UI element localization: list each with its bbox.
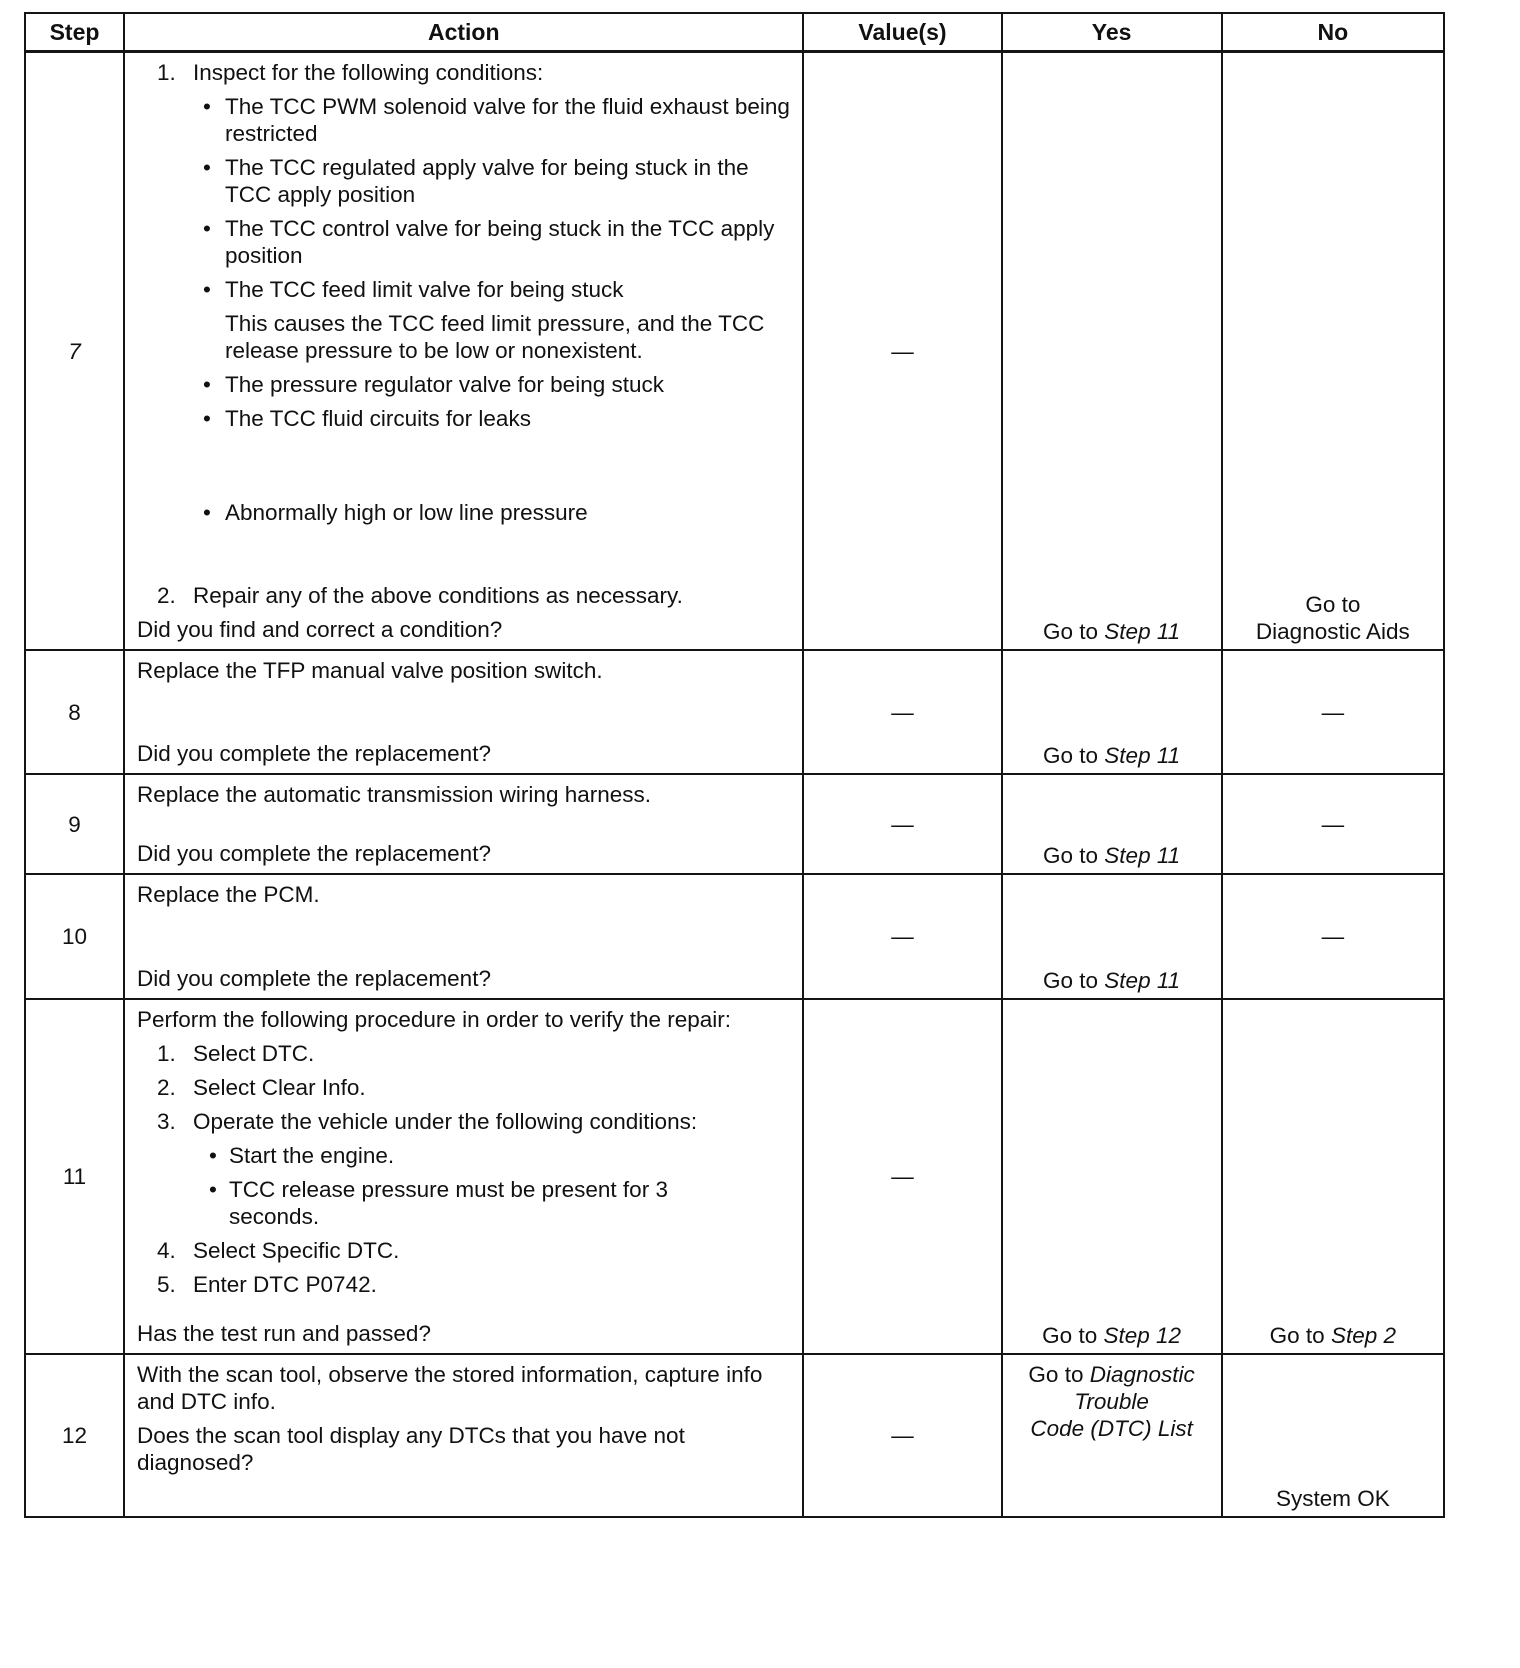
action-text: Replace the TFP manual valve position switch. xyxy=(137,658,603,683)
step-number: 8 xyxy=(25,650,124,774)
no-cell: — xyxy=(1222,650,1444,774)
header-yes: Yes xyxy=(1002,13,1222,52)
table-row-step-10 xyxy=(25,874,1444,999)
no-cell: — xyxy=(1222,774,1444,874)
list-item: 2. Select Clear Info. xyxy=(157,1075,366,1100)
diagnostic-aids-link[interactable]: Diagnostic Aids xyxy=(1255,619,1410,644)
action-cell xyxy=(124,774,803,874)
action-cell xyxy=(124,52,803,651)
yes-cell xyxy=(1002,650,1222,774)
yes-text: Go to Step 11 xyxy=(1043,743,1181,768)
bullet-item: • The pressure regulator valve for being stuck xyxy=(203,372,664,397)
no-cell: — xyxy=(1222,874,1444,999)
step-number: 11 xyxy=(25,999,124,1354)
header-no: No xyxy=(1222,13,1444,52)
no-cell xyxy=(1222,1354,1444,1517)
list-item: 5. Enter DTC P0742. xyxy=(157,1272,377,1297)
step-link[interactable]: Step 11 xyxy=(1104,743,1181,768)
question-text: Does the scan tool display any DTCs that you have not diagnosed? xyxy=(137,1423,685,1475)
action-text: Replace the automatic transmission wiring harness. xyxy=(137,782,651,807)
yes-text: Go to Step 12 xyxy=(1042,1323,1182,1348)
bullet-item: • TCC release pressure must be present for 3 seconds. xyxy=(209,1177,668,1229)
action-intro: Perform the following procedure in order to verify the repair: xyxy=(137,1007,732,1032)
dtc-list-link[interactable]: Code (DTC) List xyxy=(1030,1416,1193,1441)
step-number: 7 xyxy=(25,52,124,651)
header-row xyxy=(25,13,1444,52)
action-cell xyxy=(124,874,803,999)
value-cell: — xyxy=(803,999,1001,1354)
value-cell: — xyxy=(803,774,1001,874)
list-item: 1. Inspect for the following conditions: xyxy=(157,60,544,85)
step-link[interactable]: Step 12 xyxy=(1103,1323,1182,1348)
no-text: Go to Step 2 xyxy=(1269,1323,1397,1348)
step-number: 10 xyxy=(25,874,124,999)
yes-text: Go to Step 11 xyxy=(1043,968,1181,993)
yes-cell xyxy=(1002,52,1222,651)
step-link[interactable]: Step 11 xyxy=(1104,968,1181,993)
yes-text: Go to Step 11 xyxy=(1043,843,1181,868)
bullet-item: • The TCC feed limit valve for being stuck xyxy=(203,277,624,302)
value-cell: — xyxy=(803,52,1001,651)
bullet-item: • Abnormally high or low line pressure xyxy=(203,500,588,525)
yes-cell xyxy=(1002,774,1222,874)
no-text: System OK xyxy=(1275,1486,1390,1511)
value-cell: — xyxy=(803,874,1001,999)
table-row-step-9 xyxy=(25,774,1444,874)
bullet-item: • The TCC PWM solenoid valve for the fluid exhaust being restricted xyxy=(203,94,790,146)
yes-cell xyxy=(1002,874,1222,999)
value-cell: — xyxy=(803,650,1001,774)
list-item: 2. Repair any of the above conditions as necessary. xyxy=(157,583,683,608)
step-link[interactable]: Step 11 xyxy=(1104,619,1181,644)
bullet-item: • The TCC control valve for being stuck in the TCC apply position xyxy=(203,216,775,268)
table-row-step-11 xyxy=(25,999,1444,1354)
action-cell xyxy=(124,999,803,1354)
dtc-list-link[interactable]: Diagnostic xyxy=(1089,1362,1195,1387)
yes-cell xyxy=(1002,999,1222,1354)
list-item: 1. Select DTC. xyxy=(157,1041,315,1066)
bullet-item: • The TCC fluid circuits for leaks xyxy=(203,406,531,431)
step-link[interactable]: Step 2 xyxy=(1330,1323,1397,1348)
list-item: 3. Operate the vehicle under the following conditions: xyxy=(157,1109,698,1134)
list-item: 4. Select Specific DTC. xyxy=(157,1238,400,1263)
yes-cell xyxy=(1002,1354,1222,1517)
question-text: Has the test run and passed? xyxy=(137,1321,431,1346)
table-row-step-7 xyxy=(25,52,1444,651)
action-cell xyxy=(124,650,803,774)
header-step: Step xyxy=(25,13,124,52)
step-number: 12 xyxy=(25,1354,124,1517)
action-text: With the scan tool, observe the stored information, capture info and DTC info. xyxy=(137,1362,763,1414)
value-cell: — xyxy=(803,1354,1001,1517)
bullet-item: • Start the engine. xyxy=(209,1143,395,1168)
table-row-step-8 xyxy=(25,650,1444,774)
no-cell xyxy=(1222,999,1444,1354)
question-text: Did you find and correct a condition? xyxy=(137,617,503,642)
no-cell xyxy=(1222,52,1444,651)
question-text: Did you complete the replacement? xyxy=(137,966,491,991)
table-row-step-12 xyxy=(25,1354,1444,1517)
yes-text: Go to Diagnostic Trouble Code (DTC) List xyxy=(1003,1361,1221,1442)
bullet-note: This causes the TCC feed limit pressure, and the TCC release pressure to be low or nonexistent. xyxy=(225,311,765,363)
yes-text: Go to Step 11 xyxy=(1043,619,1181,644)
question-text: Did you complete the replacement? xyxy=(137,841,491,866)
bullet-item: • The TCC regulated apply valve for being stuck in the TCC apply position xyxy=(203,155,749,207)
no-text: Go to Diagnostic Aids xyxy=(1223,591,1443,645)
header-values: Value(s) xyxy=(803,13,1001,52)
step-number: 9 xyxy=(25,774,124,874)
diagnostic-table xyxy=(24,12,1445,1518)
step-link[interactable]: Step 11 xyxy=(1104,843,1181,868)
header-action: Action xyxy=(124,13,803,52)
dtc-list-link[interactable]: Trouble xyxy=(1074,1389,1149,1414)
question-text: Did you complete the replacement? xyxy=(137,741,491,766)
action-cell xyxy=(124,1354,803,1517)
action-text: Replace the PCM. xyxy=(137,882,320,907)
